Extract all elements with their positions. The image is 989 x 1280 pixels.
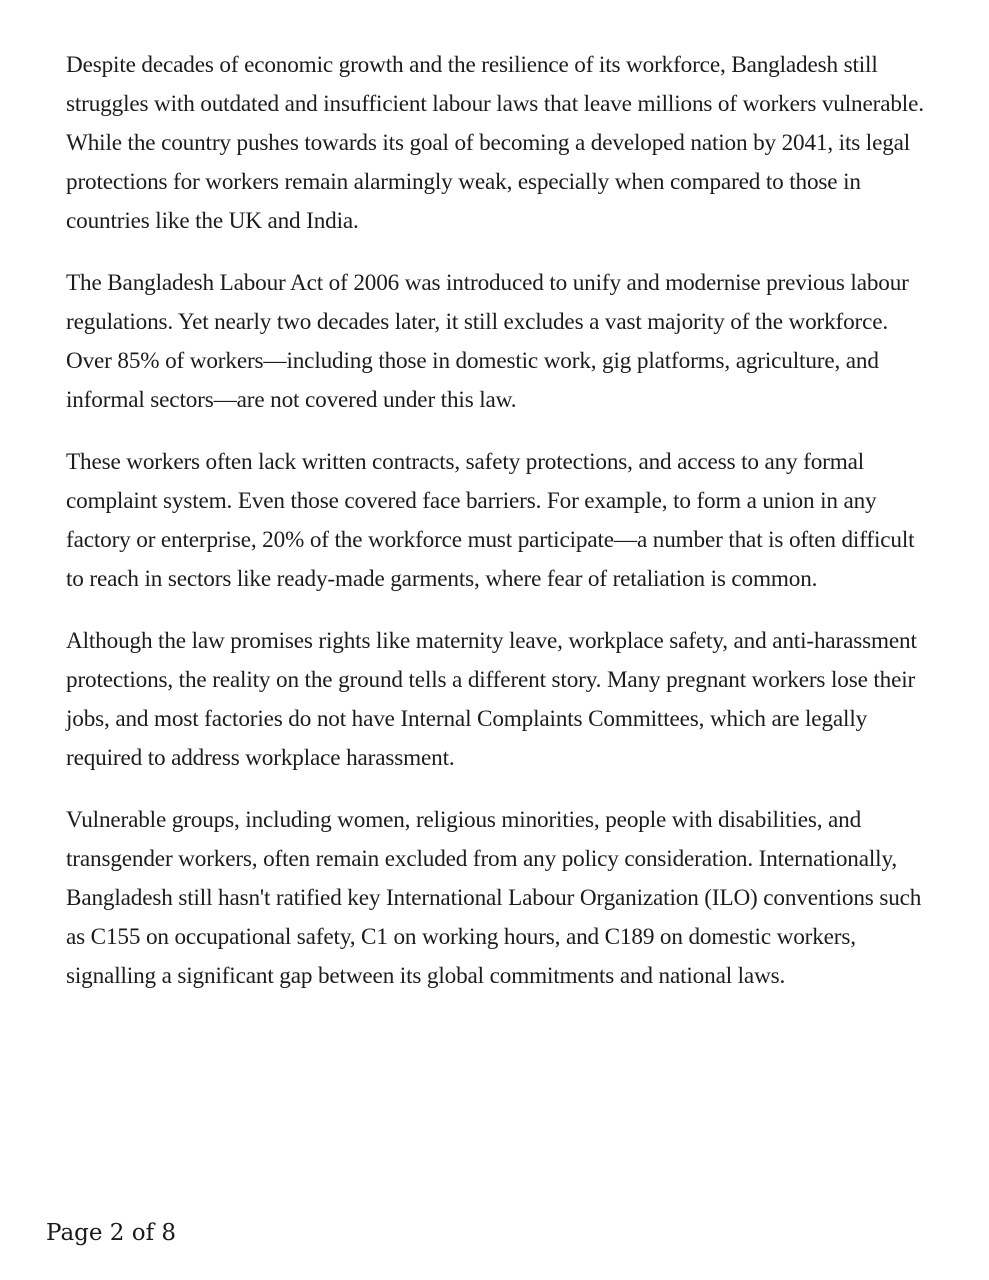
paragraph-growth-and-weak-laws: Despite decades of economic growth and the resilience of its workforce, Bangladesh still struggles with outdated and insufficient labour laws that leave millions of workers vulnerable. While the country pushes towards its goal of becoming a developed nation by 2041, its legal protections for workers remain alarmingly weak, especially when compared to those in countries like the UK and India. — [66, 52, 924, 234]
paragraph-rights-vs-reality: Although the law promises rights like maternity leave, workplace safety, and anti-harassment protections, the reality on the ground tells a different story. Many pregnant workers lose their jobs, and most factories do not have Internal Complaints Committees, which are legally required to address workplace harassment. — [66, 628, 917, 771]
article-body — [66, 46, 936, 1019]
paragraph-labour-act-2006: The Bangladesh Labour Act of 2006 was introduced to unify and modernise previous labour regulations. Yet nearly two decades later, it still excludes a vast majority of the workforce. Over 85% of workers—including those in domestic work, gig platforms, agriculture, and informal sectors—are not covered under this law. — [66, 270, 909, 413]
paragraph-union-barriers: These workers often lack written contracts, safety protections, and access to any formal complaint system. Even those covered face barriers. For example, to form a union in any factory or enterprise, 20% of the workforce must participate—a number that is often difficult to reach in sectors like ready-made garments, where fear of retaliation is common. — [66, 449, 915, 592]
paragraph-vulnerable-groups-ilo: Vulnerable groups, including women, religious minorities, people with disabilities, and transgender workers, often remain excluded from any policy consideration. Internationally, Bangladesh still hasn't ratified key International Labour Organization (ILO) conventions such as C155 on occupational safety, C1 on working hours, and C189 on domestic workers, signalling a significant gap between its global commitments and national laws. — [66, 807, 922, 990]
page-number: Page 2 of 8 — [46, 1220, 177, 1246]
